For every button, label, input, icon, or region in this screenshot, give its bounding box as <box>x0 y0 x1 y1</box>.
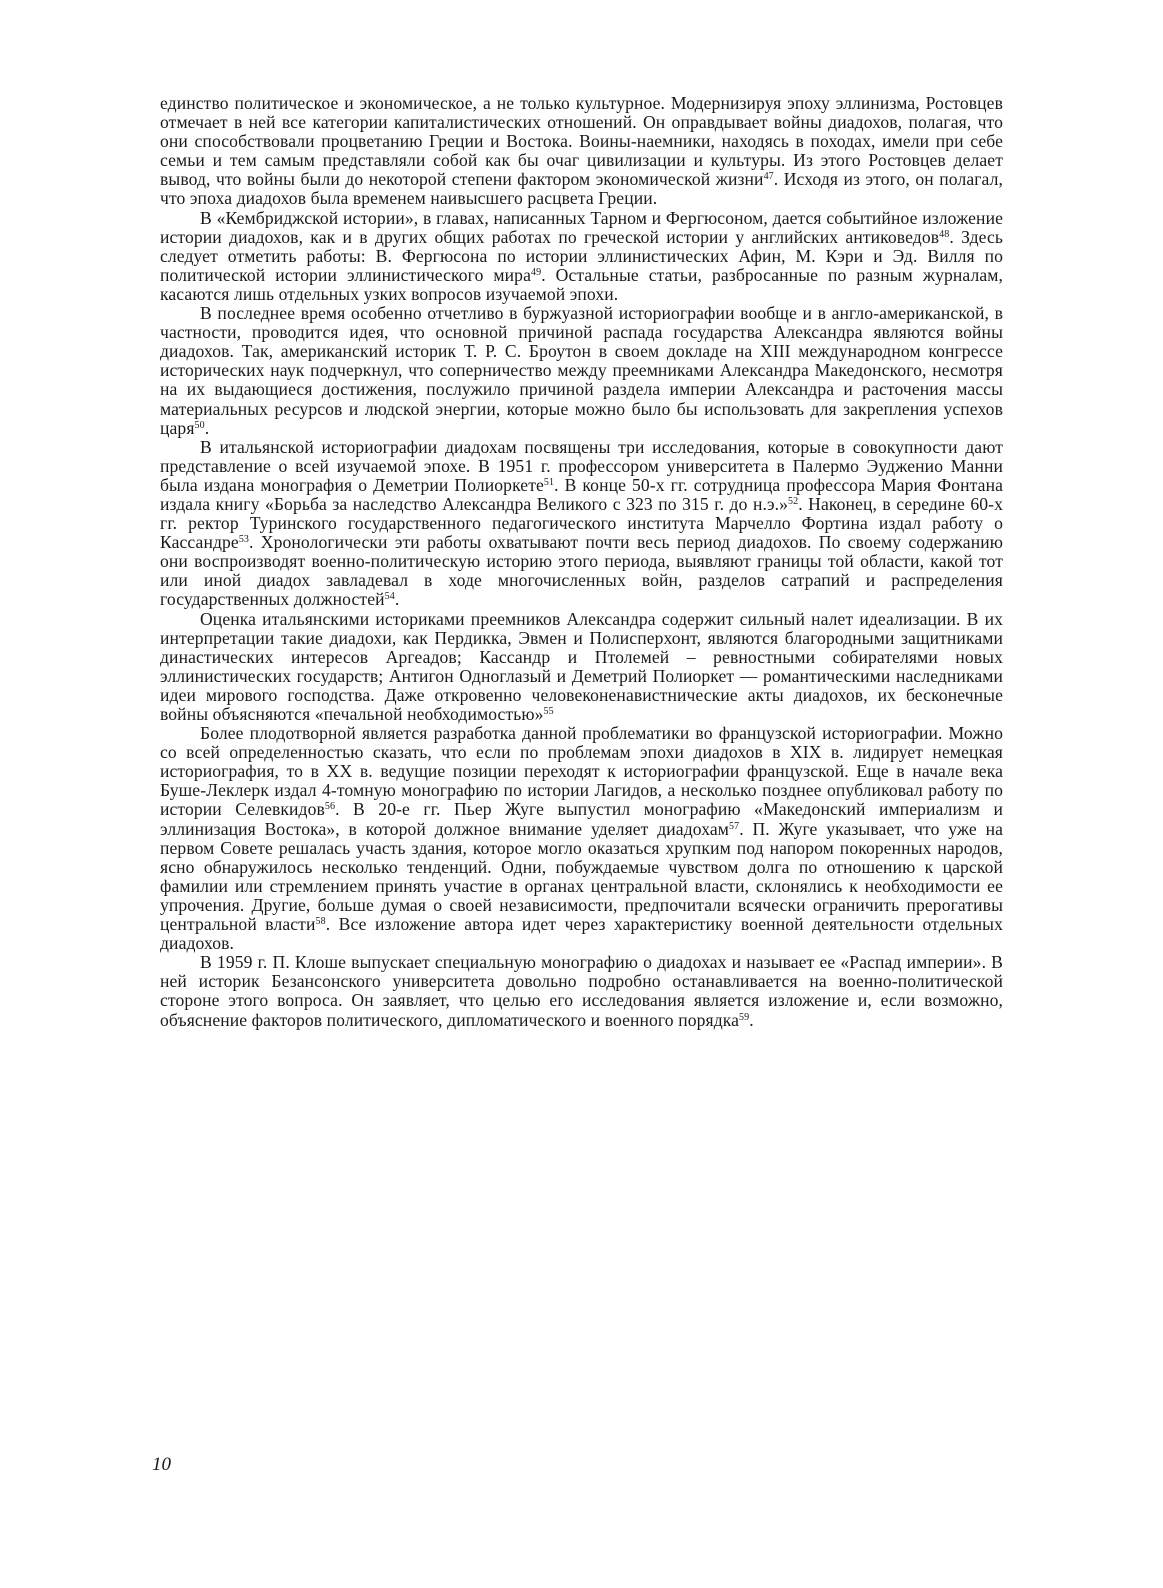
paragraph-text: Более плодотворной является разработка данной проблематики во французской историографии. Можно со всей определенностью сказать, что если по проблемам эпохи диадохов в XIX в. лидирует немецкая историография, то в XX в. ведущие позиции переходят к историографии французской. Еще в начале века Буше-Леклерк издал 4-томную монографию по истории Лагидов, а несколько позднее опубликовал работу по истории Селевкидов <box>160 723 1003 820</box>
paragraph-text: . В 20-е гг. Пьер Жуге выпустил монографию «Македонский империализм и эллинизация Востока», в которой должное внимание уделяет диадохам <box>160 799 1003 839</box>
footnote-ref: 51 <box>543 476 555 488</box>
paragraph-text: В итальянской историографии диадохам посвящены три исследования, которые в совокупности дают представление о всей изучаемой эпохе. В 1951 г. профессором университета в Палермо Эудженио Манни была издана монография о Деметрии Полиоркете <box>160 436 1003 495</box>
footnote-ref: 52 <box>788 495 799 507</box>
footnote-ref: 55 <box>543 706 554 717</box>
footnote-ref: 47 <box>763 171 774 183</box>
footnote-ref: 59 <box>739 1011 750 1023</box>
paragraph-text: . <box>394 589 400 610</box>
paragraph <box>160 953 1003 1029</box>
paragraph-text: . Здесь следует отметить работы: В. Фергюсона по истории эллинистических Афин, М. Кэри и Эд. Вилля по политической истории эллинистического мира <box>160 226 1004 285</box>
paragraph-text: . Исходя из этого, он полагал, что эпоха диадохов была временем наивысшего расцвета Греции. <box>160 169 1003 209</box>
paragraph <box>160 209 1003 304</box>
paragraph-text: . В конце 50-х гг. сотрудница профессора Мария Фонтана издала книгу «Борьба за наследство Александра Великого с 323 по 315 г. до н.э.» <box>160 474 1003 514</box>
paragraph <box>160 438 1003 610</box>
paragraph-text: В 1959 г. П. Клоше выпускает специальную монографию о диадохах и называет ее «Распад империи». В ней историк Безансонского университета довольно подробно останавливается на военно-политической стороне этого вопроса. Он заявляет, что целью его исследования является изложение и, если возможно, объяснение факторов политического, дипломатического и военного порядка <box>160 952 1003 1030</box>
footnote-ref: 54 <box>384 591 395 603</box>
footnote-ref: 48 <box>939 228 950 240</box>
footnote-ref: 56 <box>324 801 336 813</box>
paragraph-text: . Все изложение автора идет через характеристику военной деятельности отдельных диадохов. <box>160 914 1003 954</box>
paragraph <box>160 610 1003 725</box>
paragraph <box>160 304 1003 438</box>
paragraph-text: . Остальные статьи, разбросанные по разным журналам, касаются лишь отдельных узких вопросов изучаемой эпохи. <box>160 264 1003 304</box>
paragraph-text: . П. Жуге указывает, что уже на первом Совете решалась участь здания, которое могло оказаться хрупким под напором покоренных народов, ясно обнаружилось несколько тенденций. Одни, побуждаемые чувством долга по отношению к царской фамилии или стремлением принять участие в органах центральной власти, склонялись к необходимости ее упрочения. Другие, больше думая о своей независимости, предпочитали всячески ограничить прерогативы центральной власти <box>160 818 1004 935</box>
page-number: 10 <box>152 1454 171 1475</box>
footnote-ref: 49 <box>530 266 542 278</box>
paragraph-text: . <box>204 417 210 438</box>
footnote-ref: 50 <box>194 419 205 431</box>
paragraph-text: В последнее время особенно отчетливо в буржуазной историографии вообще и в англо-американской, в частности, проводится идея, что основной причиной распада государства Александра являются войны диадохов. Так, американский историк Т. Р. С. Броутон в своем докладе на XIII международном конгрессе исторических наук подчеркнул, что соперничество между преемниками Александра Македонского, несмотря на их выдающиеся достижения, послужило причиной раздела империи Александра и расточения массы материальных ресурсов и людской энергии, которые можно было бы использовать для закрепления успехов царя <box>160 303 1003 438</box>
paragraph-text: Оценка итальянскими историками преемников Александра содержит сильный налет идеализации. В их интерпретации такие диадохи, как Пердикка, Эвмен и Полисперхонт, являются благородными защитниками династических интересов Аргеадов; Кассандр и Птолемей – ревностными собирателями новых эллинистических государств; Антигон Одноглазый и Деметрий Полиоркет — романтическими наследниками идеи мирового господства. Даже откровенно человеконенавистнические акты диадохов, их бесконечные войны объясняются «печальной необходимостью» <box>160 608 1003 724</box>
footnote-ref: 57 <box>729 820 740 832</box>
paragraph-text: . Хронологически эти работы охватывают почти весь период диадохов. По своему содержанию они воспроизводят военно-политическую историю этого периода, выявляют границы той области, какой тот или иной диадох завладевал в ходе многочисленных войн, разделов сатрапий и распределения государственных должностей <box>160 532 1003 610</box>
paragraph <box>160 724 1003 953</box>
footnote-ref: 58 <box>315 916 326 928</box>
paragraph-text: . Наконец, в середине 60-х гг. ректор Туринского государственного педагогического института Марчелло Фортина издал работу о Кассандре <box>160 493 1003 553</box>
paragraph-text: единство политическое и экономическое, а не только культурное. Модернизируя эпоху эллинизма, Ростовцев отмечает в ней все категории капиталистических отношений. Он оправдывает войны диадохов, полагая, что они способствовали процветанию Греции и Востока. Воины-наемники, находясь в походах, имели при себе семьи и тем самым представляли собой как бы очаг цивилизации и культуры. Из этого Ростовцев делает вывод, что войны были до некоторой степени фактором экономической жизни <box>160 93 1003 190</box>
body-text <box>160 94 1003 1030</box>
paragraph <box>160 94 1003 209</box>
footnote-ref: 53 <box>238 534 250 546</box>
paragraph-text: В «Кембриджской истории», в главах, написанных Тарном и Фергюсоном, дается событийное изложение истории диадохов, как и в других общих работах по греческой истории у английских антиковедов <box>160 207 1003 247</box>
paragraph-text: . <box>749 1009 754 1030</box>
